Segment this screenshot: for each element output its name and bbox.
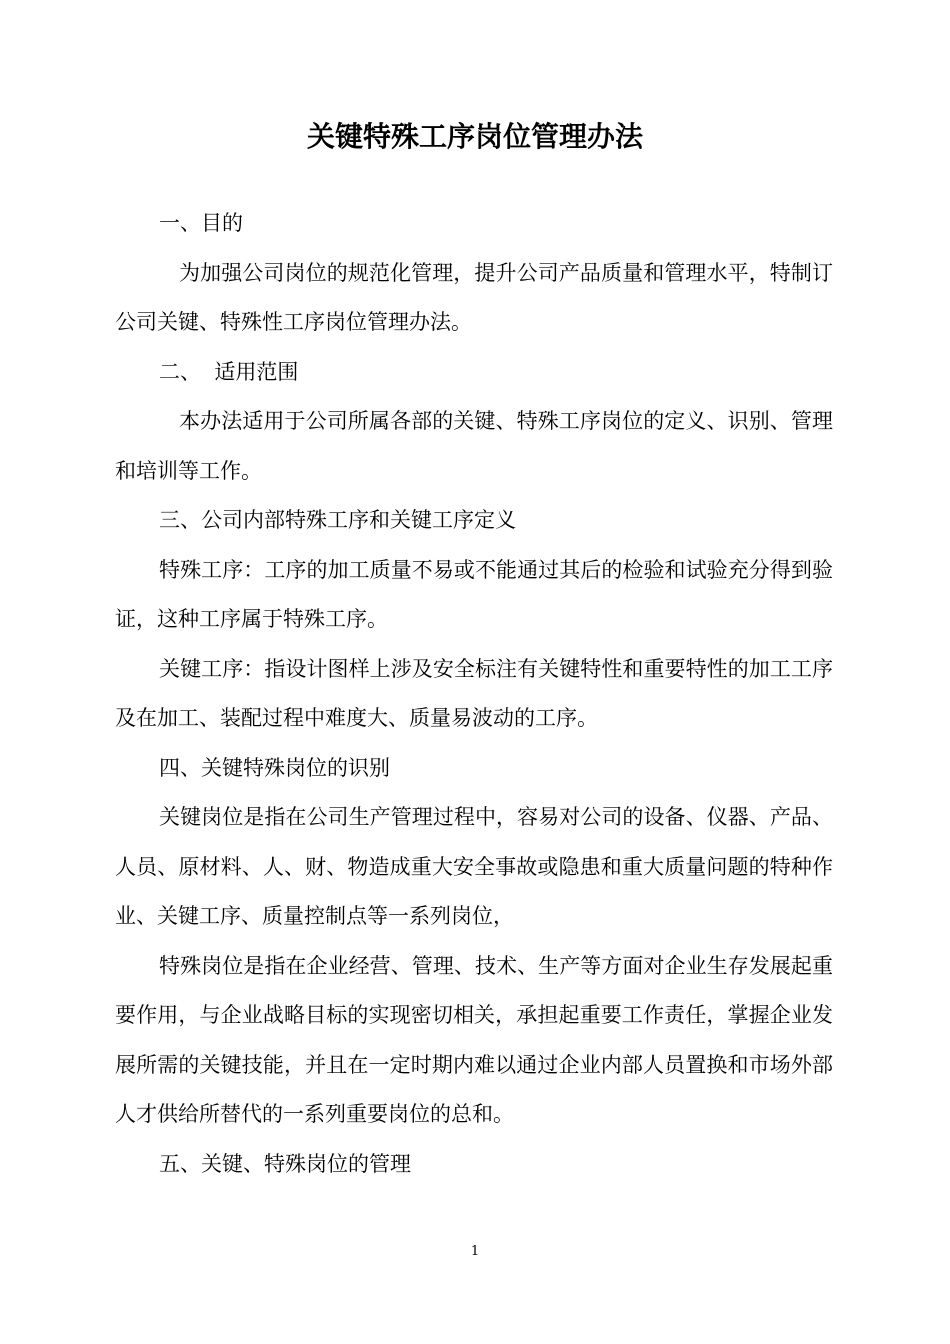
- paragraph-special-position: 特殊岗位是指在企业经营、管理、技术、生产等方面对企业生存发展起重要作用，与企业战略目标的实现密切相关，承担起重要工作责任，掌握企业发展所需的关键技能，并且在一定时期内难以通过企业内部人员置换和市场外部人才供给所替代的一系列重要岗位的总和。: [115, 953, 833, 1126]
- paragraph-special-process: 特殊工序：工序的加工质量不易或不能通过其后的检验和试验充分得到验证，这种工序属于特殊工序。: [115, 557, 833, 631]
- page-number: 1: [470, 1244, 480, 1259]
- section-heading-definitions: 三、公司内部特殊工序和关键工序定义: [159, 508, 516, 532]
- section-heading-purpose: 一、目的: [159, 211, 243, 235]
- section-heading-management: 五、关键、特殊岗位的管理: [159, 1151, 411, 1176]
- paragraph-key-position: 关键岗位是指在公司生产管理过程中，容易对公司的设备、仪器、产品、人员、原材料、人、财、物造成重大安全事故或隐患和重大质量问题的特种作业、关键工序、质量控制点等一系列岗位，: [115, 805, 833, 928]
- paragraph-key-process: 关键工序：指设计图样上涉及安全标注有关键特性和重要特性的加工工序及在加工、装配过程中难度大、质量易波动的工序。: [115, 656, 833, 730]
- section-heading-scope: 二、 适用范围: [159, 359, 299, 384]
- paragraph-purpose: 为加强公司岗位的规范化管理，提升公司产品质量和管理水平，特制订公司关键、特殊性工序岗位管理办法。: [115, 260, 833, 334]
- document-body: [115, 199, 833, 1189]
- section-heading-identification: 四、关键特殊岗位的识别: [159, 755, 390, 780]
- page-title: 关键特殊工序岗位管理办法: [306, 119, 643, 153]
- paragraph-scope: 本办法适用于公司所属各部的关键、特殊工序岗位的定义、识别、管理和培训等工作。: [115, 409, 833, 483]
